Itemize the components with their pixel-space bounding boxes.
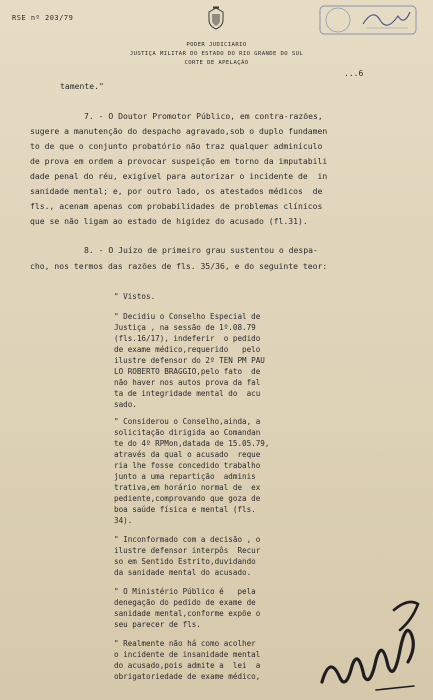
handwritten-signature-icon	[316, 590, 426, 695]
body-line: to de que o conjunto probatório não traz qualquer adminículo	[30, 141, 323, 151]
quote-line: trativa,em horário normal de ex	[114, 483, 261, 492]
quote-line: sanidade mental,conforme expõe o	[114, 609, 261, 618]
quote-line: Justiça , na sessão de 1º.08.79	[114, 323, 256, 332]
quote-line: não haver nos autos prova da fal	[114, 378, 261, 387]
quote-line: " Realmente não há como acolher	[114, 639, 256, 648]
body-line: 7. - O Doutor Promotor Público, em contra-razões,	[84, 111, 323, 121]
quote-line: " Considerou o Conselho,ainda, a	[114, 417, 261, 426]
quote-line: ria lhe fosse concedido trabalho	[114, 461, 261, 470]
body-line: 8. - O Juízo de primeiro grau sustentou o despa-	[84, 245, 318, 255]
header-org-line: CORTE DE APELAÇÃO	[184, 60, 249, 66]
quote-line: denegação do pedido de exame de	[114, 598, 256, 607]
header-org-line: JUSTIÇA MILITAR DO ESTADO DO RIO GRANDE DO SUL	[129, 51, 304, 57]
quote-line: junto a uma repartição adminis	[114, 472, 256, 481]
body-line: fls., acenam apenas com probabilidades de problemas clínicos	[30, 201, 323, 211]
quote-line: " O Ministério Público é pela	[114, 587, 256, 596]
body-line: sanidade mental; e, por outro lado, os atestados médicos de	[30, 186, 323, 196]
quote-line: ilustre defensor interpôs Recur	[114, 546, 261, 555]
protocol-stamp-icon	[318, 2, 418, 36]
quote-line: através da qual o acusado reque	[114, 450, 261, 459]
quote-line: o incidente de insanidade mental	[114, 650, 261, 659]
body-line: de prova em ordem a provocar suspeição em torno da imputabili	[30, 156, 328, 166]
body-line: que se não ligam ao estado de higidez do acusado (fl.31).	[30, 216, 308, 226]
quote-line: " Decidiu o Conselho Especial de	[114, 312, 261, 321]
quote-line: solicitação dirigida ao Comandan	[114, 428, 261, 437]
quote-line: so em Sentido Estrito,duvidando	[114, 557, 256, 566]
quote-line: da sanidade mental do acusado.	[114, 568, 252, 577]
quote-line: " Inconformado com a decisão , o	[114, 535, 261, 544]
quote-line: seu parecer de fls.	[114, 620, 201, 629]
quote-line: " Vistos.	[114, 292, 156, 301]
quote-line: ilustre defensor do 2º TEN PM PAU	[114, 356, 265, 365]
body-line: dade penal do réu, exigível para autorizar o incidente de in	[30, 171, 328, 181]
page-marker: ...6	[344, 69, 364, 78]
process-reference: RSE nº 203/79	[12, 14, 74, 22]
body-line: tamente."	[60, 81, 104, 91]
quote-line: pediente,comprovando que goza de	[114, 494, 261, 503]
quote-line: do acusado,pois admite a lei a	[114, 661, 261, 670]
quote-line: boa saúde física e mental (fls.	[114, 505, 256, 514]
body-line: cho, nos termos das razões de fls. 35/36, e do seguinte teor:	[30, 261, 328, 271]
quote-line: ta de integridade mental do acu	[114, 389, 261, 398]
quote-line: te do 4º RPMon,datada de 15.05.79,	[114, 439, 270, 448]
header-org-line: PODER JUDICIARIO	[186, 42, 247, 48]
coat-of-arms-seal-icon	[206, 6, 226, 30]
quote-line: obrigatoriedade de exame médico,	[114, 672, 261, 681]
quote-line: de exame médico,requerido pelo	[114, 345, 261, 354]
quote-line: LO ROBERTO BRAGGIO,pelo fato de	[114, 367, 261, 376]
quote-line: 34).	[114, 516, 133, 525]
quote-line: (fls.16/17), indeferir o pedido	[114, 334, 261, 343]
quote-line: sado.	[114, 400, 137, 409]
body-line: sugere a manutenção do despacho agravado,sob o duplo fundamen	[30, 126, 328, 136]
